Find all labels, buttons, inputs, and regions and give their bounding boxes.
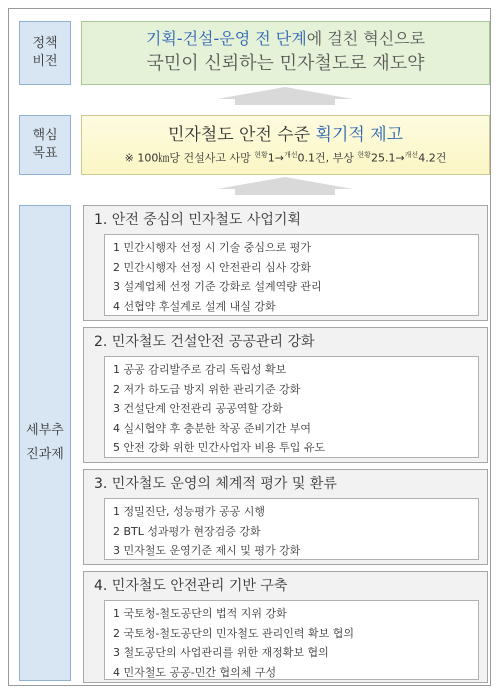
- task-item: 3 철도공단의 사업관리를 위한 재정확보 협의: [113, 646, 329, 659]
- task-item: 2 국토청-철도공단의 민자철도 관리인력 확보 협의: [113, 626, 354, 640]
- up-arrow-icon: [217, 87, 353, 99]
- task-item: 1 정밀진단, 성능평가 공공 시행: [113, 505, 265, 518]
- task-section-1: [83, 205, 488, 321]
- task-item: 3 건설단계 안전관리 공공역할 강화: [113, 402, 283, 415]
- vision-label: [19, 21, 71, 85]
- task-item-list: [104, 498, 479, 560]
- task-item-list: [104, 356, 479, 458]
- vision-label-line2: 비전: [32, 54, 58, 69]
- goal-label: [19, 115, 71, 175]
- vision-box: [81, 21, 490, 85]
- section-title: 3. 민자철도 운영의 체계적 평가 및 환류: [94, 476, 337, 492]
- task-item: 3 설계업체 선정 기준 강화로 설계역량 관리: [113, 280, 322, 293]
- goal-highlight: 획기적 제고: [315, 125, 404, 146]
- goal-note-b: 1→: [267, 151, 285, 165]
- task-item-list: [104, 600, 479, 680]
- goal-main-text: 민자철도 안전 수준: [167, 125, 316, 146]
- vision-line2: 국민이 신뢰하는 민자철도로 재도약: [146, 53, 425, 74]
- goal-note-a: ※ 100㎞당 건설사고 사망: [124, 151, 255, 165]
- task-item: 1 공공 감리발주로 감리 독립성 확보: [113, 363, 287, 376]
- vision-highlight: 기획-건설-운영 전 단계: [145, 29, 307, 48]
- task-section-4: [83, 571, 488, 683]
- task-item: 4 선협약 후설계로 설계 내실 강화: [113, 299, 276, 313]
- goal-note-sup1: 현황: [254, 151, 268, 160]
- goal-note-d: 25.1→: [370, 151, 405, 165]
- task-item-list: [104, 234, 479, 316]
- task-item: 1 민간시행자 선정 시 기술 중심으로 평가: [113, 241, 311, 254]
- task-section-3: [83, 469, 488, 565]
- tasks-label-line1: 세부추: [26, 423, 64, 438]
- goal-line2: [125, 147, 447, 167]
- task-item: 2 민간시행자 선정 시 안전관리 심사 강화: [113, 260, 311, 274]
- arrow-bar: [235, 99, 335, 105]
- goal-note-e: 4.2건: [418, 151, 447, 165]
- task-item: 4 실시협약 후 충분한 착공 준비기간 부여: [113, 421, 311, 435]
- goal-note-c: 0.1건, 부상: [297, 151, 358, 165]
- goal-line1: [168, 123, 403, 147]
- section-title: 4. 민자철도 안전관리 기반 구축: [94, 578, 288, 594]
- goal-box: [81, 115, 490, 175]
- section-title: 2. 민자철도 건설안전 공공관리 강화: [94, 334, 315, 350]
- goal-label-line2: 목표: [32, 146, 58, 161]
- vision-line1-rest: 에 걸친 혁신으로: [306, 29, 426, 48]
- task-section-2: [83, 327, 488, 463]
- goal-note-sup3: 현황: [357, 151, 371, 160]
- tasks-label: [19, 205, 71, 681]
- vision-label-line1: 정책: [32, 36, 58, 51]
- task-item: 3 민자철도 운영기준 제시 및 평가 강화: [113, 544, 301, 557]
- goal-label-line1: 핵심: [32, 128, 58, 143]
- task-item: 2 BTL 성과평가 현장검증 강화: [113, 524, 261, 538]
- task-item: 5 안전 강화 위한 민간사업자 비용 투입 유도: [113, 441, 326, 454]
- goal-note-sup4: 개선: [404, 151, 419, 160]
- tasks-label-line2: 진과제: [26, 447, 64, 462]
- goal-note-sup2: 개선: [284, 151, 298, 160]
- task-item: 4 민자철도 공공-민간 협의체 구성: [113, 665, 277, 679]
- section-title: 1. 안전 중심의 민자철도 사업기획: [94, 212, 301, 228]
- policy-diagram: [8, 8, 491, 686]
- arrow-bar: [235, 189, 335, 195]
- task-item: 2 저가 하도급 방지 위한 관리기준 강화: [113, 382, 301, 396]
- up-arrow-icon: [217, 177, 353, 189]
- task-item: 1 국토청-철도공단의 법적 지위 강화: [113, 607, 287, 620]
- vision-line1: [146, 28, 425, 50]
